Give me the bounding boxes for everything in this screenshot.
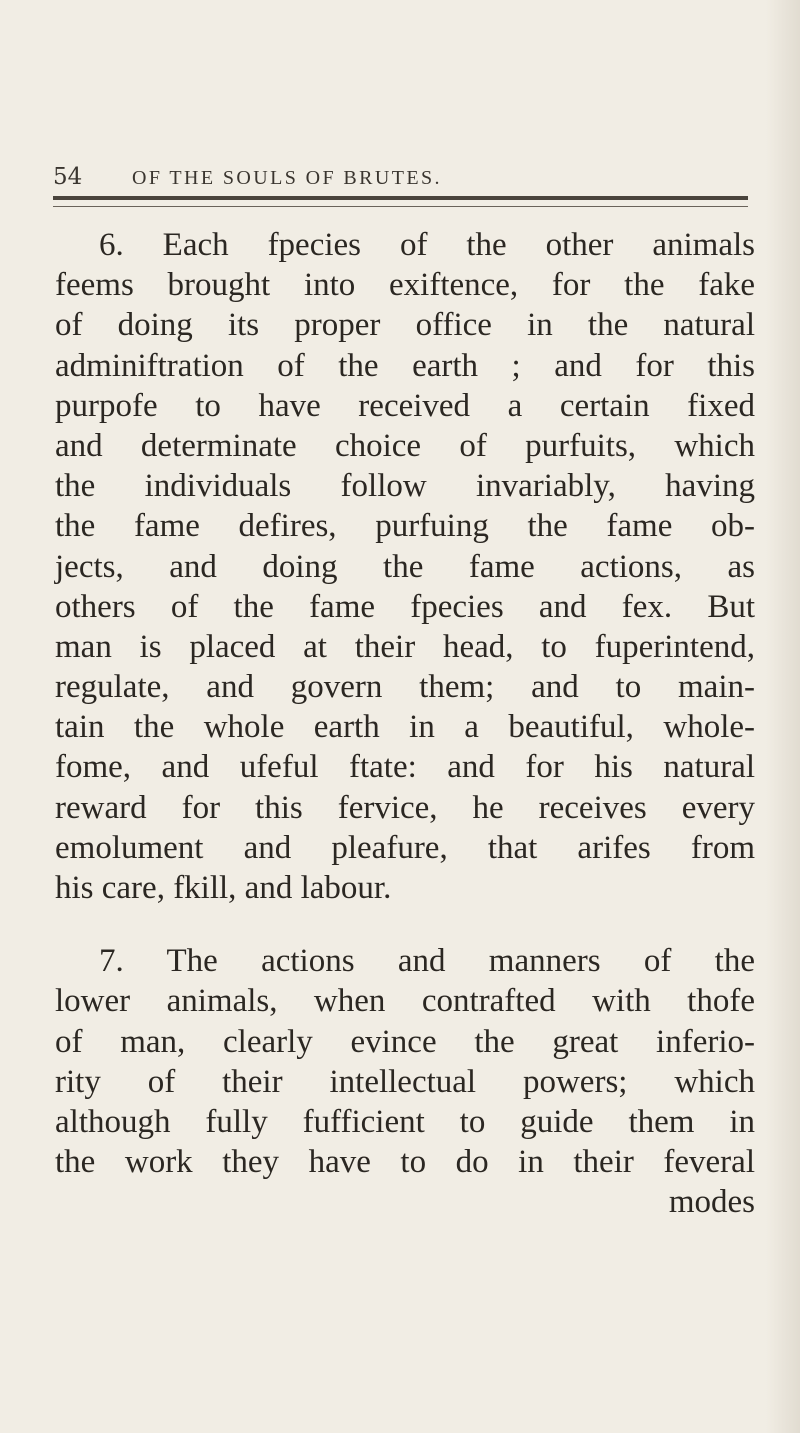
text-line: and determinate choice of purfuits, which (55, 427, 755, 464)
page-header (53, 163, 753, 191)
text-line: man is placed at their head, to fuperintend, (55, 628, 755, 665)
text-line: the fame defires, purfuing the fame ob- (55, 508, 755, 545)
header-rule-thin (53, 206, 748, 207)
text-line: purpofe to have received a certain fixed (55, 387, 755, 424)
paragraph-gap (55, 908, 755, 941)
text-line: of man, clearly evince the great inferio- (55, 1023, 755, 1060)
text-line: adminiftration of the earth ; and for this (55, 347, 755, 384)
text-line: the work they have to do in their feveral (55, 1144, 755, 1181)
text-line: jects, and doing the fame actions, as (55, 548, 755, 585)
text-line: reward for this fervice, he receives every (55, 789, 755, 826)
page-number: 54 (53, 164, 83, 190)
paragraph-6 (55, 225, 755, 908)
text-line: regulate, and govern them; and to main- (55, 669, 755, 706)
text-line: of doing its proper office in the natural (55, 307, 755, 344)
text-line: lower animals, when contrafted with thofe (55, 983, 755, 1020)
text-line: 7. The actions and manners of the (99, 943, 755, 980)
text-line: feems brought into exiftence, for the fake (55, 267, 755, 304)
header-rule-thick (53, 196, 748, 200)
text-line: his care, fkill, and labour. (55, 870, 392, 906)
text-line: emolument and pleafure, that arifes from (55, 829, 755, 866)
text-line: although fully fufficient to guide them in (55, 1103, 755, 1140)
body-text (55, 225, 755, 1223)
text-line: rity of their intellectual powers; which (55, 1063, 755, 1100)
paragraph-7 (55, 941, 755, 1182)
text-line: others of the fame fpecies and fex. But (55, 588, 755, 625)
page-edge-shadow (766, 0, 800, 1433)
text-line: tain the whole earth in a beautiful, whole- (55, 709, 755, 746)
text-line: the individuals follow invariably, having (55, 468, 755, 505)
text-line: fome, and ufeful ftate: and for his natural (55, 749, 755, 786)
catchword: modes (668, 1184, 755, 1221)
text-line: 6. Each fpecies of the other animals (99, 227, 755, 263)
running-head: OF THE SOULS OF BRUTES. (132, 167, 442, 189)
